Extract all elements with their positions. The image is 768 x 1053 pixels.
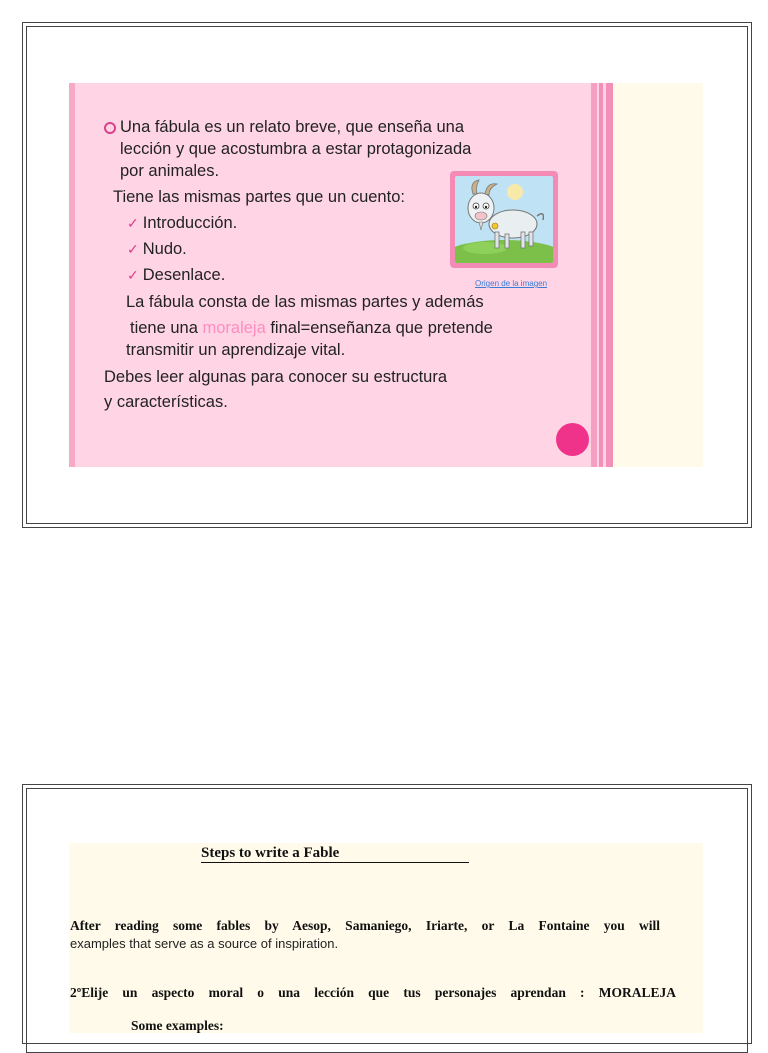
goat-image-frame [450,171,558,268]
part-item [127,212,237,234]
slide-side-panel [613,83,703,467]
part-label: Desenlace. [142,266,226,284]
paragraph-2: 2ºElije un aspecto moral o una lección que tus personajes aprendan : MORALEJA [70,985,676,1000]
moral-suffix: final=enseñanza que pretende [265,319,493,337]
intro-line-3: por animales. [120,162,220,180]
slide-right-bar-inner [591,83,597,467]
bullet-ring-icon [104,122,116,134]
title-underline [201,862,469,863]
moral-line-2 [130,317,493,339]
read-line-2: y características. [104,393,228,411]
moraleja-highlight: moraleja [202,319,266,337]
intro-line-2: lección y que acostumbra a estar protagonizada [120,140,472,158]
part-item [127,264,225,286]
paragraph-1-continuation: examples that serve as a source of inspiration. [70,936,339,951]
moral-line-1: La fábula consta de las mismas partes y además [126,293,484,311]
check-icon: ✓ [127,241,139,257]
check-icon: ✓ [127,267,139,283]
slide-left-bar [69,83,75,467]
part-item [127,238,187,260]
decorative-dot [556,423,589,456]
examples-heading: Some examples: [131,1018,224,1033]
part-label: Nudo. [142,240,187,258]
slide-right-bar-gap [603,83,606,467]
part-label: Introducción. [142,214,238,232]
moral-line-3: transmitir un aprendizaje vital. [126,341,346,359]
goat-icon [455,176,553,263]
moral-prefix: tiene una [130,319,203,337]
slide-right-bar [599,83,613,467]
check-icon: ✓ [127,215,139,231]
document-title: Steps to write a Fable [201,845,340,861]
parts-heading: Tiene las mismas partes que un cuento: [113,188,405,206]
intro-line-1: Una fábula es un relato breve, que enseña una [120,118,465,136]
image-source-link[interactable]: Origen de la imagen [475,279,548,288]
paragraph-1: After reading some fables by Aesop, Samaniego, Iriarte, or La Fontaine you will [70,918,660,933]
read-line-1: Debes leer algunas para conocer su estructura [104,368,448,386]
